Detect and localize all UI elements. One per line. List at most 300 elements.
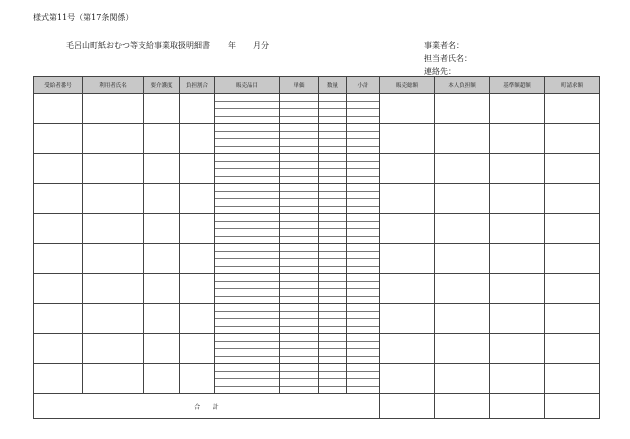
burden-ratio-cell[interactable] <box>180 94 215 124</box>
col-excess-amount: 基準額超額 <box>490 77 545 94</box>
subtotal-sub-line[interactable] <box>347 117 379 124</box>
unit-price-sub-line[interactable] <box>280 169 318 177</box>
care-level-cell[interactable] <box>144 154 180 184</box>
sales-item-sub-line[interactable] <box>215 274 279 282</box>
subtotal-sub-line[interactable] <box>347 312 379 320</box>
care-level-cell[interactable] <box>144 124 180 154</box>
excess-amount-cell[interactable] <box>490 274 545 304</box>
subtotal-sub-line[interactable] <box>347 229 379 237</box>
sales-item-sub-line[interactable] <box>215 184 279 192</box>
unit-price-sub-line[interactable] <box>280 132 318 140</box>
unit-price-sub-line[interactable] <box>280 319 318 327</box>
quantity-cell[interactable] <box>319 304 347 334</box>
subtotal-sub-line[interactable] <box>347 274 379 282</box>
sales-total-cell[interactable] <box>380 274 435 304</box>
subtotal-sub-line[interactable] <box>347 342 379 350</box>
quantity-sub-line[interactable] <box>319 387 346 394</box>
subtotal-cell[interactable] <box>347 214 380 244</box>
recipient-number-cell[interactable] <box>34 94 83 124</box>
quantity-sub-line[interactable] <box>319 222 346 230</box>
sales-item-sub-line[interactable] <box>215 342 279 350</box>
quantity-cell[interactable] <box>319 364 347 394</box>
unit-price-sub-line[interactable] <box>280 162 318 170</box>
quantity-cell[interactable] <box>319 334 347 364</box>
excess-amount-cell[interactable] <box>490 154 545 184</box>
subtotal-sub-line[interactable] <box>347 267 379 274</box>
quantity-sub-line[interactable] <box>319 132 346 140</box>
subtotal-sub-line[interactable] <box>347 162 379 170</box>
quantity-sub-line[interactable] <box>319 169 346 177</box>
quantity-cell[interactable] <box>319 244 347 274</box>
unit-price-sub-line[interactable] <box>280 222 318 230</box>
sales-item-sub-line[interactable] <box>215 282 279 290</box>
subtotal-sub-line[interactable] <box>347 139 379 147</box>
quantity-sub-line[interactable] <box>319 312 346 320</box>
col-unit-price: 単価 <box>280 77 319 94</box>
excess-amount-cell[interactable] <box>490 124 545 154</box>
user-name-cell[interactable] <box>83 334 144 364</box>
sales-item-sub-line[interactable] <box>215 252 279 260</box>
self-payment-cell[interactable] <box>435 304 490 334</box>
subtotal-sub-line[interactable] <box>347 214 379 222</box>
quantity-sub-lines <box>319 124 346 153</box>
unit-price-sub-line[interactable] <box>280 289 318 297</box>
sales-item-sub-line[interactable] <box>215 327 279 334</box>
sales-item-sub-line[interactable] <box>215 207 279 214</box>
sales-item-sub-line[interactable] <box>215 364 279 372</box>
subtotal-sub-line[interactable] <box>347 154 379 162</box>
subtotal-sub-line[interactable] <box>347 124 379 132</box>
quantity-cell[interactable] <box>319 274 347 304</box>
table-row <box>34 184 600 214</box>
unit-price-cell[interactable] <box>280 364 319 394</box>
burden-ratio-cell[interactable] <box>180 184 215 214</box>
subtotal-sub-lines <box>347 154 379 183</box>
subtotal-sub-line[interactable] <box>347 244 379 252</box>
unit-price-sub-line[interactable] <box>280 244 318 252</box>
subtotal-sub-line[interactable] <box>347 237 379 244</box>
excess-amount-cell[interactable] <box>490 94 545 124</box>
quantity-sub-line[interactable] <box>319 327 346 334</box>
sales-item-sub-line[interactable] <box>215 312 279 320</box>
subtotal-cell[interactable] <box>347 154 380 184</box>
sales-item-sub-line[interactable] <box>215 214 279 222</box>
sales-item-sub-line[interactable] <box>215 199 279 207</box>
quantity-cell[interactable] <box>319 124 347 154</box>
quantity-sub-line[interactable] <box>319 304 346 312</box>
quantity-sub-line[interactable] <box>319 289 346 297</box>
subtotal-sub-line[interactable] <box>347 327 379 334</box>
quantity-sub-line[interactable] <box>319 177 346 184</box>
quantity-sub-line[interactable] <box>319 162 346 170</box>
sales-item-sub-line[interactable] <box>215 169 279 177</box>
town-claim-cell[interactable] <box>545 244 600 274</box>
unit-price-cell[interactable] <box>280 214 319 244</box>
burden-ratio-cell[interactable] <box>180 154 215 184</box>
recipient-number-cell[interactable] <box>34 364 83 394</box>
sales-item-sub-line[interactable] <box>215 244 279 252</box>
quantity-sub-line[interactable] <box>319 124 346 132</box>
quantity-cell[interactable] <box>319 214 347 244</box>
user-name-cell[interactable] <box>83 184 144 214</box>
care-level-cell[interactable] <box>144 244 180 274</box>
subtotal-cell[interactable] <box>347 364 380 394</box>
sales-item-cell[interactable] <box>215 364 280 394</box>
sales-item-cell[interactable] <box>215 274 280 304</box>
recipient-number-cell[interactable] <box>34 154 83 184</box>
quantity-sub-line[interactable] <box>319 244 346 252</box>
unit-price-sub-line[interactable] <box>280 267 318 274</box>
unit-price-sub-line[interactable] <box>280 297 318 304</box>
self-payment-cell[interactable] <box>435 94 490 124</box>
care-level-cell[interactable] <box>144 214 180 244</box>
sales-total-cell[interactable] <box>380 244 435 274</box>
subtotal-sub-line[interactable] <box>347 319 379 327</box>
recipient-number-cell[interactable] <box>34 184 83 214</box>
sales-total-cell[interactable] <box>380 124 435 154</box>
town-claim-cell[interactable] <box>545 154 600 184</box>
unit-price-cell[interactable] <box>280 184 319 214</box>
town-claim-cell[interactable] <box>545 304 600 334</box>
subtotal-sub-line[interactable] <box>347 304 379 312</box>
unit-price-sub-line[interactable] <box>280 364 318 372</box>
quantity-sub-line[interactable] <box>319 297 346 304</box>
subtotal-sub-line[interactable] <box>347 184 379 192</box>
unit-price-sub-line[interactable] <box>280 327 318 334</box>
self-payment-cell[interactable] <box>435 244 490 274</box>
subtotal-cell[interactable] <box>347 94 380 124</box>
quantity-sub-line[interactable] <box>319 102 346 110</box>
unit-price-cell[interactable] <box>280 334 319 364</box>
quantity-sub-line[interactable] <box>319 267 346 274</box>
subtotal-sub-line[interactable] <box>347 289 379 297</box>
quantity-sub-line[interactable] <box>319 139 346 147</box>
quantity-sub-line[interactable] <box>319 259 346 267</box>
sales-item-sub-line[interactable] <box>215 222 279 230</box>
excess-amount-cell[interactable] <box>490 244 545 274</box>
user-name-cell[interactable] <box>83 274 144 304</box>
unit-price-sub-line[interactable] <box>280 139 318 147</box>
unit-price-sub-line[interactable] <box>280 379 318 387</box>
col-self-payment: 本人負担額 <box>435 77 490 94</box>
sales-item-sub-lines <box>215 244 279 273</box>
sales-item-cell[interactable] <box>215 184 280 214</box>
self-payment-cell[interactable] <box>435 214 490 244</box>
subtotal-sub-line[interactable] <box>347 297 379 304</box>
quantity-sub-line[interactable] <box>319 349 346 357</box>
unit-price-cell[interactable] <box>280 94 319 124</box>
subtotal-sub-line[interactable] <box>347 94 379 102</box>
unit-price-sub-line[interactable] <box>280 304 318 312</box>
unit-price-sub-line[interactable] <box>280 342 318 350</box>
col-burden-ratio: 負担割合 <box>180 77 215 94</box>
subtotal-sub-line[interactable] <box>347 109 379 117</box>
unit-price-sub-lines <box>280 214 318 243</box>
unit-price-cell[interactable] <box>280 124 319 154</box>
unit-price-sub-line[interactable] <box>280 102 318 110</box>
town-claim-cell[interactable] <box>545 334 600 364</box>
subtotal-sub-line[interactable] <box>347 259 379 267</box>
care-level-cell[interactable] <box>144 274 180 304</box>
quantity-sub-line[interactable] <box>319 252 346 260</box>
unit-price-cell[interactable] <box>280 154 319 184</box>
user-name-cell[interactable] <box>83 124 144 154</box>
burden-ratio-cell[interactable] <box>180 124 215 154</box>
quantity-sub-line[interactable] <box>319 199 346 207</box>
unit-price-sub-line[interactable] <box>280 184 318 192</box>
sales-item-sub-line[interactable] <box>215 94 279 102</box>
excess-amount-cell[interactable] <box>490 304 545 334</box>
sales-item-sub-line[interactable] <box>215 109 279 117</box>
quantity-cell[interactable] <box>319 184 347 214</box>
quantity-sub-line[interactable] <box>319 237 346 244</box>
sales-item-cell[interactable] <box>215 244 280 274</box>
sales-item-sub-line[interactable] <box>215 259 279 267</box>
unit-price-sub-line[interactable] <box>280 372 318 380</box>
unit-price-sub-line[interactable] <box>280 252 318 260</box>
town-claim-cell[interactable] <box>545 364 600 394</box>
quantity-sub-line[interactable] <box>319 379 346 387</box>
quantity-sub-line[interactable] <box>319 147 346 154</box>
user-name-cell[interactable] <box>83 304 144 334</box>
subtotal-sub-line[interactable] <box>347 372 379 380</box>
table-row <box>34 94 600 124</box>
excess-amount-cell[interactable] <box>490 184 545 214</box>
unit-price-sub-lines <box>280 304 318 333</box>
subtotal-sub-line[interactable] <box>347 357 379 364</box>
unit-price-cell[interactable] <box>280 274 319 304</box>
subtotal-sub-line[interactable] <box>347 252 379 260</box>
quantity-sub-line[interactable] <box>319 357 346 364</box>
quantity-sub-line[interactable] <box>319 154 346 162</box>
table-row <box>34 124 600 154</box>
sales-item-sub-line[interactable] <box>215 304 279 312</box>
subtotal-sub-line[interactable] <box>347 207 379 214</box>
quantity-sub-line[interactable] <box>319 94 346 102</box>
sales-total-cell[interactable] <box>380 184 435 214</box>
subtotal-sub-line[interactable] <box>347 334 379 342</box>
sales-item-sub-line[interactable] <box>215 334 279 342</box>
subtotal-sub-line[interactable] <box>347 169 379 177</box>
excess-amount-cell[interactable] <box>490 364 545 394</box>
user-name-cell[interactable] <box>83 154 144 184</box>
unit-price-sub-line[interactable] <box>280 274 318 282</box>
quantity-sub-line[interactable] <box>319 214 346 222</box>
care-level-cell[interactable] <box>144 334 180 364</box>
sales-item-sub-line[interactable] <box>215 139 279 147</box>
total-sales-cell[interactable] <box>380 394 435 419</box>
sales-item-sub-line[interactable] <box>215 387 279 394</box>
subtotal-sub-line[interactable] <box>347 132 379 140</box>
unit-price-sub-line[interactable] <box>280 229 318 237</box>
sales-item-sub-lines <box>215 364 279 393</box>
sales-item-cell[interactable] <box>215 214 280 244</box>
quantity-sub-line[interactable] <box>319 372 346 380</box>
unit-price-cell[interactable] <box>280 304 319 334</box>
recipient-number-cell[interactable] <box>34 334 83 364</box>
care-level-cell[interactable] <box>144 94 180 124</box>
sales-item-sub-line[interactable] <box>215 117 279 124</box>
total-excess-cell[interactable] <box>490 394 545 419</box>
quantity-sub-line[interactable] <box>319 184 346 192</box>
sales-item-sub-line[interactable] <box>215 237 279 244</box>
sales-item-sub-line[interactable] <box>215 297 279 304</box>
user-name-cell[interactable] <box>83 214 144 244</box>
town-claim-cell[interactable] <box>545 94 600 124</box>
burden-ratio-cell[interactable] <box>180 364 215 394</box>
sales-item-sub-line[interactable] <box>215 319 279 327</box>
care-level-cell[interactable] <box>144 304 180 334</box>
care-level-cell[interactable] <box>144 364 180 394</box>
care-level-cell[interactable] <box>144 184 180 214</box>
sales-item-sub-line[interactable] <box>215 132 279 140</box>
sales-item-sub-line[interactable] <box>215 147 279 154</box>
quantity-sub-line[interactable] <box>319 342 346 350</box>
subtotal-sub-lines <box>347 184 379 213</box>
self-payment-cell[interactable] <box>435 274 490 304</box>
subtotal-cell[interactable] <box>347 184 380 214</box>
unit-price-sub-line[interactable] <box>280 312 318 320</box>
sales-item-cell[interactable] <box>215 124 280 154</box>
unit-price-sub-line[interactable] <box>280 177 318 184</box>
quantity-sub-line[interactable] <box>319 319 346 327</box>
quantity-sub-line[interactable] <box>319 364 346 372</box>
sales-item-sub-line[interactable] <box>215 379 279 387</box>
subtotal-cell[interactable] <box>347 334 380 364</box>
subtotal-sub-line[interactable] <box>347 349 379 357</box>
sales-item-cell[interactable] <box>215 154 280 184</box>
quantity-sub-line[interactable] <box>319 282 346 290</box>
town-claim-cell[interactable] <box>545 124 600 154</box>
sales-total-cell[interactable] <box>380 214 435 244</box>
sales-item-sub-line[interactable] <box>215 267 279 274</box>
subtotal-sub-line[interactable] <box>347 102 379 110</box>
subtotal-sub-line[interactable] <box>347 379 379 387</box>
unit-price-sub-line[interactable] <box>280 214 318 222</box>
sales-total-cell[interactable] <box>380 334 435 364</box>
sales-item-sub-line[interactable] <box>215 192 279 200</box>
unit-price-sub-line[interactable] <box>280 237 318 244</box>
sales-item-sub-line[interactable] <box>215 349 279 357</box>
excess-amount-cell[interactable] <box>490 214 545 244</box>
subtotal-sub-line[interactable] <box>347 199 379 207</box>
excess-amount-cell[interactable] <box>490 334 545 364</box>
sales-total-cell[interactable] <box>380 94 435 124</box>
self-payment-cell[interactable] <box>435 184 490 214</box>
quantity-sub-line[interactable] <box>319 192 346 200</box>
unit-price-sub-line[interactable] <box>280 349 318 357</box>
sales-total-cell[interactable] <box>380 304 435 334</box>
unit-price-cell[interactable] <box>280 244 319 274</box>
subtotal-sub-line[interactable] <box>347 147 379 154</box>
quantity-sub-line[interactable] <box>319 109 346 117</box>
subtotal-cell[interactable] <box>347 124 380 154</box>
unit-price-sub-line[interactable] <box>280 192 318 200</box>
recipient-number-cell[interactable] <box>34 124 83 154</box>
subtotal-sub-line[interactable] <box>347 192 379 200</box>
recipient-number-cell[interactable] <box>34 244 83 274</box>
sales-item-sub-line[interactable] <box>215 124 279 132</box>
recipient-number-cell[interactable] <box>34 304 83 334</box>
unit-price-sub-line[interactable] <box>280 357 318 364</box>
table-row <box>34 334 600 364</box>
sales-item-sub-line[interactable] <box>215 289 279 297</box>
unit-price-sub-line[interactable] <box>280 147 318 154</box>
quantity-sub-line[interactable] <box>319 207 346 214</box>
sales-item-sub-line[interactable] <box>215 154 279 162</box>
subtotal-cell[interactable] <box>347 244 380 274</box>
unit-price-sub-line[interactable] <box>280 124 318 132</box>
recipient-number-cell[interactable] <box>34 214 83 244</box>
unit-price-sub-line[interactable] <box>280 94 318 102</box>
unit-price-sub-line[interactable] <box>280 154 318 162</box>
town-claim-cell[interactable] <box>545 184 600 214</box>
subtotal-sub-line[interactable] <box>347 282 379 290</box>
sales-item-sub-line[interactable] <box>215 229 279 237</box>
quantity-sub-lines <box>319 154 346 183</box>
unit-price-sub-line[interactable] <box>280 109 318 117</box>
subtotal-sub-line[interactable] <box>347 364 379 372</box>
burden-ratio-cell[interactable] <box>180 244 215 274</box>
sales-item-cell[interactable] <box>215 304 280 334</box>
unit-price-sub-line[interactable] <box>280 117 318 124</box>
total-claim-cell[interactable] <box>545 394 600 419</box>
quantity-cell[interactable] <box>319 94 347 124</box>
sales-item-cell[interactable] <box>215 334 280 364</box>
recipient-number-cell[interactable] <box>34 274 83 304</box>
subtotal-cell[interactable] <box>347 274 380 304</box>
sales-item-sub-line[interactable] <box>215 162 279 170</box>
user-name-cell[interactable] <box>83 94 144 124</box>
self-payment-cell[interactable] <box>435 124 490 154</box>
subtotal-sub-line[interactable] <box>347 222 379 230</box>
quantity-sub-line[interactable] <box>319 229 346 237</box>
subtotal-sub-line[interactable] <box>347 177 379 184</box>
self-payment-cell[interactable] <box>435 334 490 364</box>
unit-price-sub-line[interactable] <box>280 387 318 394</box>
sales-total-cell[interactable] <box>380 154 435 184</box>
sales-item-cell[interactable] <box>215 94 280 124</box>
user-name-cell[interactable] <box>83 244 144 274</box>
unit-price-sub-line[interactable] <box>280 259 318 267</box>
unit-price-sub-line[interactable] <box>280 282 318 290</box>
subtotal-cell[interactable] <box>347 304 380 334</box>
unit-price-sub-line[interactable] <box>280 207 318 214</box>
quantity-sub-line[interactable] <box>319 117 346 124</box>
sales-total-cell[interactable] <box>380 364 435 394</box>
unit-price-sub-line[interactable] <box>280 334 318 342</box>
town-claim-cell[interactable] <box>545 214 600 244</box>
quantity-sub-line[interactable] <box>319 274 346 282</box>
total-self-payment-cell[interactable] <box>435 394 490 419</box>
subtotal-sub-line[interactable] <box>347 387 379 394</box>
unit-price-sub-line[interactable] <box>280 199 318 207</box>
sales-item-sub-line[interactable] <box>215 357 279 364</box>
burden-ratio-cell[interactable] <box>180 214 215 244</box>
burden-ratio-cell[interactable] <box>180 334 215 364</box>
quantity-cell[interactable] <box>319 154 347 184</box>
town-claim-cell[interactable] <box>545 274 600 304</box>
burden-ratio-cell[interactable] <box>180 274 215 304</box>
burden-ratio-cell[interactable] <box>180 304 215 334</box>
sales-item-sub-line[interactable] <box>215 102 279 110</box>
self-payment-cell[interactable] <box>435 154 490 184</box>
sales-item-sub-line[interactable] <box>215 372 279 380</box>
self-payment-cell[interactable] <box>435 364 490 394</box>
user-name-cell[interactable] <box>83 364 144 394</box>
quantity-sub-line[interactable] <box>319 334 346 342</box>
sales-item-sub-line[interactable] <box>215 177 279 184</box>
